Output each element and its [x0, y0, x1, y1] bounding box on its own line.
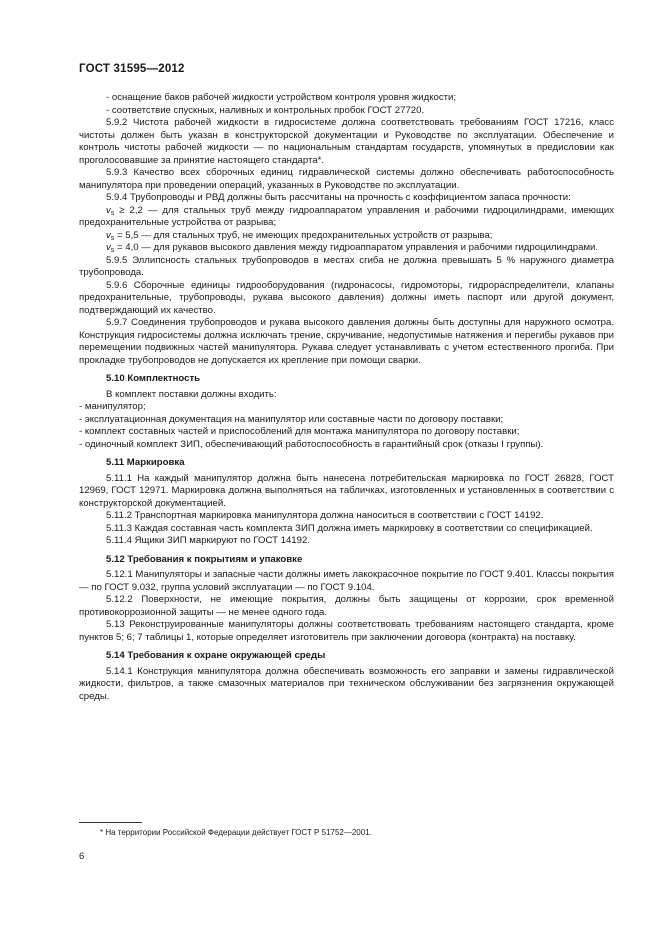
list-item: - одиночный комплект ЗИП, обеспечивающий работоспособность в гарантийный срок (отказы I группы). [79, 438, 544, 450]
list-item: - оснащение баков рабочей жидкости устройством контроля уровня жидкости; [106, 92, 457, 103]
list-item: - манипулятор; [79, 401, 146, 412]
paragraph: 5.11.3 Каждая составная часть комплекта ЗИП должна иметь маркировку в соответствии со спецификацией. [106, 522, 593, 534]
subscript-s: s [110, 209, 115, 217]
paragraph: 5.9.4 Трубопроводы и РВД должны быть рассчитаны на прочность с коэффициентом запаса прочности: [106, 192, 571, 203]
section-heading: 5.11 Маркировка [106, 457, 185, 468]
paragraph: 5.12.2 Поверхности, не имеющие покрытия, должны быть защищены от коррозии, срок временной противокоррозионной защиты — не менее одного года. [79, 594, 614, 618]
paragraph: 5.14.1 Конструкция манипулятора должна обеспечивать возможность его заправки и замены гидравлической жидкости, фильтров, а также смазочных материалов при техническом обслуживании без загрязнения окружающей среды. [79, 665, 614, 702]
section-heading: 5.14 Требования к охране окружающей среды [106, 650, 326, 661]
page-number: 6 [79, 851, 85, 862]
paragraph: 5.13 Реконструированные манипуляторы должны соответствовать требованиям настоящего стандарта, кроме пунктов 5; 6; 7 таблицы 1, которые определяет изготовитель при заключении договора (контракта) на поставку. [79, 619, 614, 643]
paragraph: 5.11.4 Ящики ЗИП маркируют по ГОСТ 14192. [106, 535, 310, 546]
paragraph: 5.9.6 Сборочные единицы гидрооборудования (гидронасосы, гидромоторы, гидрораспределители, клапаны предохранительные, трубопроводы, рукава высокого давления) должны иметь паспорт или другой документ, подтверждающий их качество. [79, 279, 614, 316]
paragraph: 5.11.1 На каждый манипулятор должна быть нанесена потребительская маркировка по ГОСТ 26828, ГОСТ 12969, ГОСТ 12971. Маркировка должна выполняться на табличках, изготовленных и установленных в соответствии с конструкторской документацией. [79, 472, 614, 509]
variable-v: v [106, 242, 111, 253]
document-header: ГОСТ 31595—2012 [79, 63, 185, 75]
list-item: - эксплуатационная документация на манипулятор или составные части по договору поставки; [79, 413, 504, 425]
formula-text: ≥ 2,2 — для стальных труб между гидроаппаратом управления и рабочими гидроцилиндрами, имеющих предохранительные устройства от разрыва; [79, 204, 614, 228]
footnote-divider [79, 822, 142, 823]
paragraph: 5.11.2 Транспортная маркировка манипулятора должна наноситься в соответствии с ГОСТ 14192. [106, 510, 544, 521]
variable-v: v [106, 229, 111, 241]
section-heading: 5.10 Комплектность [106, 373, 201, 384]
list-item: - комплект составных частей и приспособлений для монтажа манипулятора по договору поставки; [79, 426, 520, 437]
section-heading: 5.12 Требования к покрытиям и упаковке [106, 553, 303, 565]
subscript-s: s [110, 247, 115, 254]
formula-item [79, 230, 614, 243]
paragraph: 5.9.7 Соединения трубопроводов и рукава высокого давления должны быть доступны для наружного осмотра. Конструкция гидросистемы должна исключать трение, скручивание, недопустимые натяжения и перегибы рукавов при перемещении подвижных частей манипулятора. Рукава следует устанавливать с учетом естественного прогиба. При прокладке трубопроводов не допускается их крепление при помощи сварки. [79, 317, 614, 366]
footnote: * На территории Российской Федерации действует ГОСТ Р 51752—2001. [100, 828, 372, 837]
document-body [79, 92, 614, 703]
variable-v: v [106, 204, 111, 216]
list-item: - соответствие спускных, наливных и контрольных пробок ГОСТ 27720. [106, 104, 425, 116]
formula-item [79, 205, 614, 230]
formula-text: = 5,5 — для стальных труб, не имеющих предохранительных устройств от разрыва; [114, 229, 493, 241]
paragraph: 5.9.5 Эллипсность стальных трубопроводов в местах сгиба не должна превышать 5 % наружного диаметра трубопровода. [79, 254, 614, 278]
paragraph: 5.9.3 Качество всех сборочных единиц гидравлической системы должно обеспечивать работоспособность манипулятора при проведении операций, указанных в Руководстве по эксплуатации. [79, 167, 614, 191]
formula-item [79, 242, 614, 255]
formula-text: = 4,0 — для рукавов высокого давления между гидроаппаратом управления и рабочими гидроцилиндрами. [114, 242, 599, 253]
subscript-s: s [110, 234, 115, 242]
paragraph: 5.12.1 Манипуляторы и запасные части должны иметь лакокрасочное покрытие по ГОСТ 9.401. Классы покрытия — по ГОСТ 9.032, группа условий эксплуатации — по ГОСТ 9.104. [79, 569, 614, 593]
paragraph: В комплект поставки должны входить: [106, 388, 277, 400]
paragraph: 5.9.2 Чистота рабочей жидкости в гидросистеме должна соответствовать требованиям ГОСТ 17216, класс чистоты должен быть указан в конструкторской документации и Руководстве по эксплуатации. Обеспечение и контроль чистоты рабочей жидкости — по национальным стандартам государств, упомянутых в предисловии как проголосовавшие за принятие настоящего стандарта*. [79, 117, 614, 166]
